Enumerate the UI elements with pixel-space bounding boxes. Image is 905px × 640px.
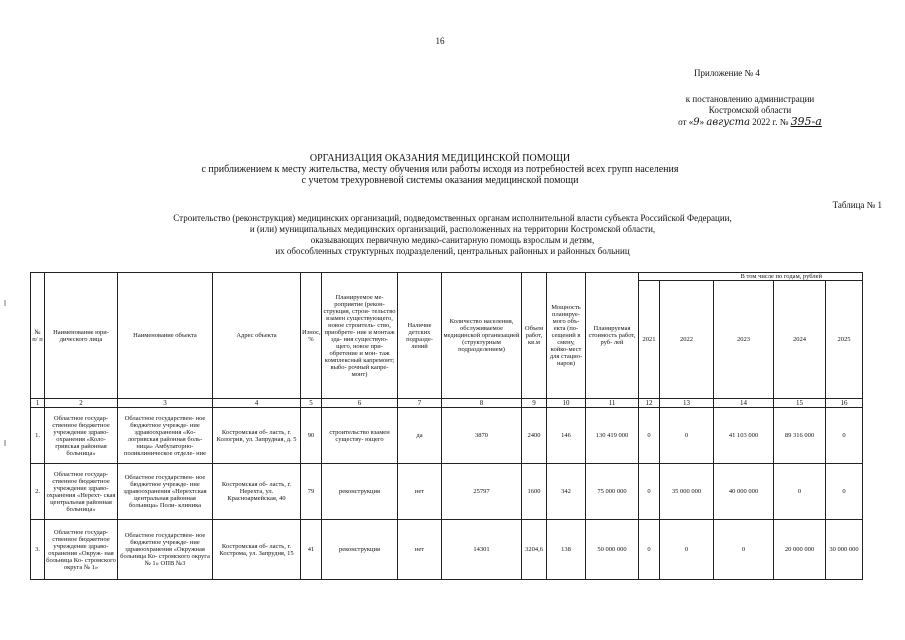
header-org: Наименование юри- дического лица: [45, 273, 118, 399]
header-capacity: Мощность планируе- мого объ- екта (по- сещений в смену, койко-мест для стацио- наров): [547, 273, 586, 399]
resolution-number: 395-а: [790, 115, 822, 128]
col-number: 3: [118, 399, 213, 408]
col-number: 15: [774, 399, 826, 408]
cell-num: 2.: [31, 464, 45, 520]
header-cost: Планируемая стоимость работ, руб- лей: [586, 273, 639, 399]
construction-table: [30, 272, 863, 580]
header-year: 2022: [660, 281, 714, 399]
cell-2022: 0: [660, 520, 714, 580]
col-number: 10: [547, 399, 586, 408]
cell-capacity: 138: [547, 520, 586, 580]
col-number: 9: [522, 399, 547, 408]
cell-cost: 75 000 000: [586, 464, 639, 520]
cell-cost: 50 000 000: [586, 520, 639, 580]
header-object: Наименование объекта: [118, 273, 213, 399]
table-title-line: их обособленных структурных подразделений, центральных районных и районных больниц: [275, 246, 630, 256]
cell-population: 25797: [442, 464, 522, 520]
cell-2021: 0: [639, 520, 660, 580]
appendix-label: Приложение № 4: [694, 68, 760, 78]
header-address: Адрес объекта: [213, 273, 301, 399]
header-year: 2023: [714, 281, 774, 399]
col-number: 2: [45, 399, 118, 408]
header-year: 2021: [639, 281, 660, 399]
column-numbers-row: [31, 399, 863, 408]
scan-edge-mark: [4, 440, 6, 446]
cell-org: Областное государ- ственное бюджетное учреждение здраво- охранения «Окруж- ная больница Ко- стромского округа № 1»: [45, 520, 118, 580]
cell-wear: 41: [301, 520, 322, 580]
col-number: 11: [586, 399, 639, 408]
cell-2022: 0: [660, 408, 714, 464]
main-title-line: с учетом трехуровневой системы оказания медицинской помощи: [301, 175, 579, 186]
col-number: 16: [826, 399, 863, 408]
resolution-month: августа: [706, 117, 751, 128]
col-number: 4: [213, 399, 301, 408]
table-row: [31, 520, 863, 580]
cell-child: нет: [398, 464, 442, 520]
table-title-line: оказывающих первичную медико-санитарную помощь взрослым и детям,: [310, 235, 595, 245]
header-row-1: [31, 273, 863, 281]
header-num: № п/ п: [31, 273, 45, 399]
cell-org: Областное государ- ственное бюджетное учреждение здраво- охранения «Коло- гривская районная больница»: [45, 408, 118, 464]
resolution-line-2: Костромской области: [708, 105, 792, 115]
col-number: 8: [442, 399, 522, 408]
cell-object: Областное государствен- ное бюджетное учрежде- ние здравоохранения «Нерехтская центральная районная больница» Поли- клиника: [118, 464, 213, 520]
cell-2024: 0: [774, 464, 826, 520]
table-title-line: и (или) муниципальных медицинских организаций, расположенных на территории Костромской области,: [249, 224, 656, 234]
cell-population: 14301: [442, 520, 522, 580]
cell-num: 1.: [31, 408, 45, 464]
cell-volume: 1600: [522, 464, 547, 520]
cell-wear: 90: [301, 408, 322, 464]
resolution-line-1: к постановлению администрации: [685, 94, 815, 104]
cell-population: 3870: [442, 408, 522, 464]
table-label: Таблица № 1: [832, 200, 882, 210]
cell-2025: 0: [826, 408, 863, 464]
col-number: 5: [301, 399, 322, 408]
col-number: 12: [639, 399, 660, 408]
resolution-year: 2022 г. №: [752, 117, 789, 127]
header-year: 2025: [826, 281, 863, 399]
cell-child: да: [398, 408, 442, 464]
cell-address: Костромская об- ласть, г. Кологрив, ул. Запрудная, д. 5: [213, 408, 301, 464]
cell-cost: 130 419 000: [586, 408, 639, 464]
cell-org: Областное государ- ственное бюджетное учреждение здраво- охранения «Нерехт- ская центральная районная больница»: [45, 464, 118, 520]
cell-2023: 40 000 000: [714, 464, 774, 520]
cell-volume: 2400: [522, 408, 547, 464]
header-wear: Износ, %: [301, 273, 322, 399]
header-volume: Объем работ, кв.м: [522, 273, 547, 399]
header-planned: Планируемое ме- роприятие (рекон- струкция, строи- тельство взамен существующего, новое строитель- ство, приобрете- ние и монтаж зда- ния существую- щего, новое при- обретение и мон- таж комплексный капремонт; выбо- рочный капре- монт): [322, 273, 398, 399]
cell-planned: реконструкция: [322, 464, 398, 520]
cell-2023: 0: [714, 520, 774, 580]
cell-address: Костромская об- ласть, г. Нерехта, ул. Красноармейская, 40: [213, 464, 301, 520]
resolution-prefix: от «: [678, 117, 694, 127]
resolution-date-line: [640, 116, 860, 128]
scan-edge-mark: [4, 300, 6, 306]
cell-2025: 30 000 000: [826, 520, 863, 580]
cell-child: нет: [398, 520, 442, 580]
table-row: [31, 464, 863, 520]
header-by-years: В том числе по годам, рублей: [639, 273, 863, 281]
header-child: Наличие детских подразде- лений: [398, 273, 442, 399]
col-number: 14: [714, 399, 774, 408]
header-year: 2024: [774, 281, 826, 399]
cell-num: 3.: [31, 520, 45, 580]
cell-capacity: 342: [547, 464, 586, 520]
main-title-line: ОРГАНИЗАЦИЯ ОКАЗАНИЯ МЕДИЦИНСКОЙ ПОМОЩИ: [309, 153, 571, 164]
col-number: 7: [398, 399, 442, 408]
page-number: 16: [435, 36, 445, 46]
resolution-block: [640, 94, 860, 128]
cell-2021: 0: [639, 408, 660, 464]
cell-2024: 89 316 000: [774, 408, 826, 464]
cell-2023: 41 103 000: [714, 408, 774, 464]
cell-planned: строительство взамен существу- ющего: [322, 408, 398, 464]
cell-address: Костромская об- ласть, г. Кострома, ул. Запрудня, 15: [213, 520, 301, 580]
col-number: 1: [31, 399, 45, 408]
col-number: 13: [660, 399, 714, 408]
resolution-mid: »: [699, 117, 705, 127]
cell-2022: 35 000 000: [660, 464, 714, 520]
cell-2021: 0: [639, 464, 660, 520]
table-title: [0, 213, 905, 257]
resolution-day: 9: [693, 117, 700, 128]
cell-volume: 3204,6: [522, 520, 547, 580]
table-title-line: Строительство (реконструкция) медицинских организаций, подведомственных органам исполнительной власти субъекта Российской Федерации,: [173, 213, 732, 223]
cell-object: Областное государствен- ное бюджетное учрежде- ние здравоохранения «Окружная больница Ко- стромского округа № 1» ОПВ №3: [118, 520, 213, 580]
col-number: 6: [322, 399, 398, 408]
cell-object: Областное государствен- ное бюджетное учрежде- ние здравоохранения «Ко- логривская районная боль- ница» Амбулаторно- поликлиническое отделе- ние: [118, 408, 213, 464]
header-population: Количество населения, обслуживаемое медицинской организацией (структурным подразделением): [442, 273, 522, 399]
cell-2024: 20 000 000: [774, 520, 826, 580]
main-title: [0, 153, 880, 186]
cell-2025: 0: [826, 464, 863, 520]
table-row: [31, 408, 863, 464]
cell-planned: реконструкция: [322, 520, 398, 580]
main-title-line: с приближением к месту жительства, месту обучения или работы исходя из потребностей всех групп населения: [201, 164, 679, 175]
cell-wear: 79: [301, 464, 322, 520]
cell-capacity: 146: [547, 408, 586, 464]
